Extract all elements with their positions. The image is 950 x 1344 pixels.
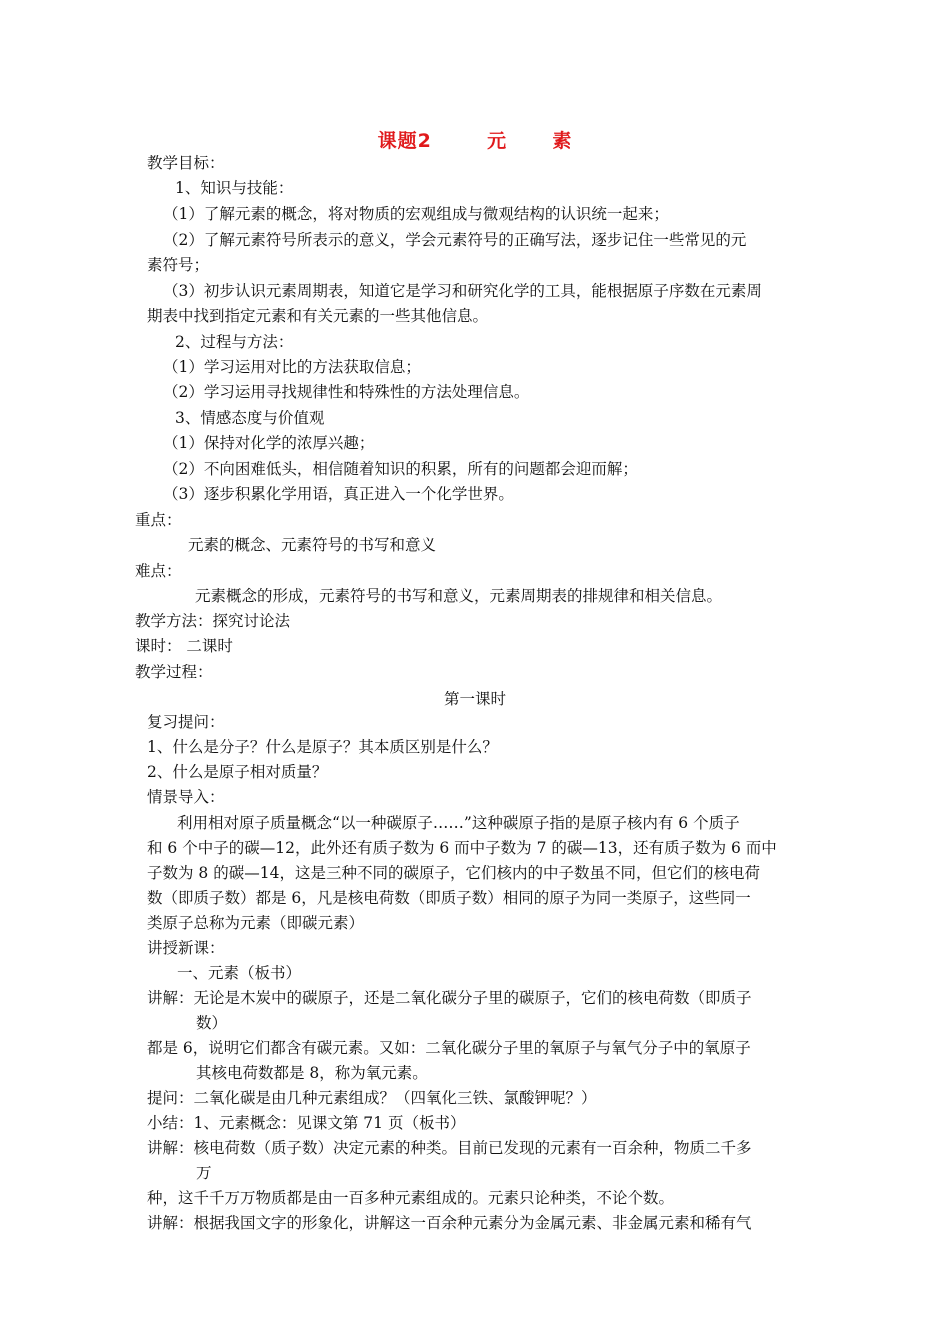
title-word-1: 元 [487,130,508,152]
objective-2-2: （2）学习运用寻找规律性和特殊性的方法处理信息。 [163,383,530,401]
objective-section-2: 2、过程与方法： [175,333,294,351]
objective-1-1: （1）了解元素的概念，将对物质的宏观组成与微观结构的认识统一起来； [163,205,669,223]
explain-1-line1: 讲解：无论是木炭中的碳原子，还是二氧化碳分子里的碳原子，它们的核电荷数（即质子 [147,989,752,1007]
difficulties-text: 元素概念的形成，元素符号的书写和意义，元素周期表的排规律和相关信息。 [195,587,723,605]
key-points-heading: 重点： [135,511,182,529]
explain-1-line4: 其核电荷数都是 8，称为氧元素。 [196,1064,428,1082]
intro-paragraph-line5: 类原子总称为元素（即碳元素） [147,914,365,932]
new-lesson-heading: 讲授新课： [147,939,225,957]
explain-1-line2: 数） [196,1014,228,1032]
title-lesson-number: 课题2 [377,130,432,152]
intro-paragraph-line2: 和 6 个中子的碳—12，此外还有质子数为 6 而中子数为 7 的碳—13，还有质子数为 6 而中 [147,839,777,857]
objective-1-2-line2: 素符号； [147,256,210,274]
key-points-text: 元素的概念、元素符号的书写和意义 [188,536,437,554]
review-heading: 复习提问： [147,713,225,731]
objective-section-1: 1、知识与技能： [175,179,294,197]
objective-3-2: （2）不向困难低头，相信随着知识的积累，所有的问题都会迎而解； [163,460,638,478]
page-title [0,126,950,153]
difficulties-heading: 难点： [135,562,182,580]
explain-2-line3: 种，这千千万万物质都是由一百多种元素组成的。元素只论种类，不论个数。 [147,1189,675,1207]
intro-heading: 情景导入： [147,788,225,806]
intro-paragraph-line4: 数（即质子数）都是 6，凡是核电荷数（即质子数）相同的原子为同一类原子，这些同一 [147,889,751,907]
teaching-method: 教学方法：探究讨论法 [135,612,291,630]
objective-1-3-line2: 期表中找到指定元素和有关元素的一些其他信息。 [147,307,489,325]
class-hours: 课时： 二课时 [135,637,233,655]
lesson-one-heading: 第一课时 [443,690,506,708]
objective-1-3-line1: （3）初步认识元素周期表，知道它是学习和研究化学的工具，能根据原子序数在元素周 [163,282,762,300]
objective-2-1: （1）学习运用对比的方法获取信息； [163,358,421,376]
section-one-heading: 一、元素（板书） [177,964,302,982]
explain-2-line2: 万 [196,1164,212,1182]
intro-paragraph-line1: 利用相对原子质量概念“以一种碳原子……”这种碳原子指的是原子核内有 6 个质子 [177,814,740,832]
objectives-heading: 教学目标： [147,154,225,172]
objective-3-1: （1）保持对化学的浓厚兴趣； [163,434,375,452]
summary-line: 小结：1、元素概念：见课文第 71 页（板书） [147,1114,466,1132]
objective-3-3: （3）逐步积累化学用语，真正进入一个化学世界。 [163,485,514,503]
explain-2-line1: 讲解：核电荷数（质子数）决定元素的种类。目前已发现的元素有一百余种，物质二千多 [147,1139,752,1157]
objective-section-3: 3、情感态度与价值观 [175,409,325,427]
question-line: 提问：二氧化碳是由几种元素组成？（四氧化三铁、氯酸钾呢？） [147,1089,597,1107]
intro-paragraph-line3: 子数为 8 的碳—14，这是三种不同的碳原子，它们核内的中子数虽不同，但它们的核电荷 [147,864,760,882]
explain-1-line3: 都是 6，说明它们都含有碳元素。又如：二氧化碳分子里的氧原子与氧气分子中的氧原子 [147,1039,751,1057]
teaching-process-heading: 教学过程： [135,663,213,681]
title-word-2: 素 [552,130,573,152]
review-question-1: 1、什么是分子？什么是原子？其本质区别是什么？ [147,738,498,756]
review-question-2: 2、什么是原子相对质量？ [147,763,328,781]
explain-3-line1: 讲解：根据我国文字的形象化，讲解这一百余种元素分为金属元素、非金属元素和稀有气 [147,1214,752,1232]
objective-1-2-line1: （2）了解元素符号所表示的意义，学会元素符号的正确写法，逐步记住一些常见的元 [163,231,747,249]
